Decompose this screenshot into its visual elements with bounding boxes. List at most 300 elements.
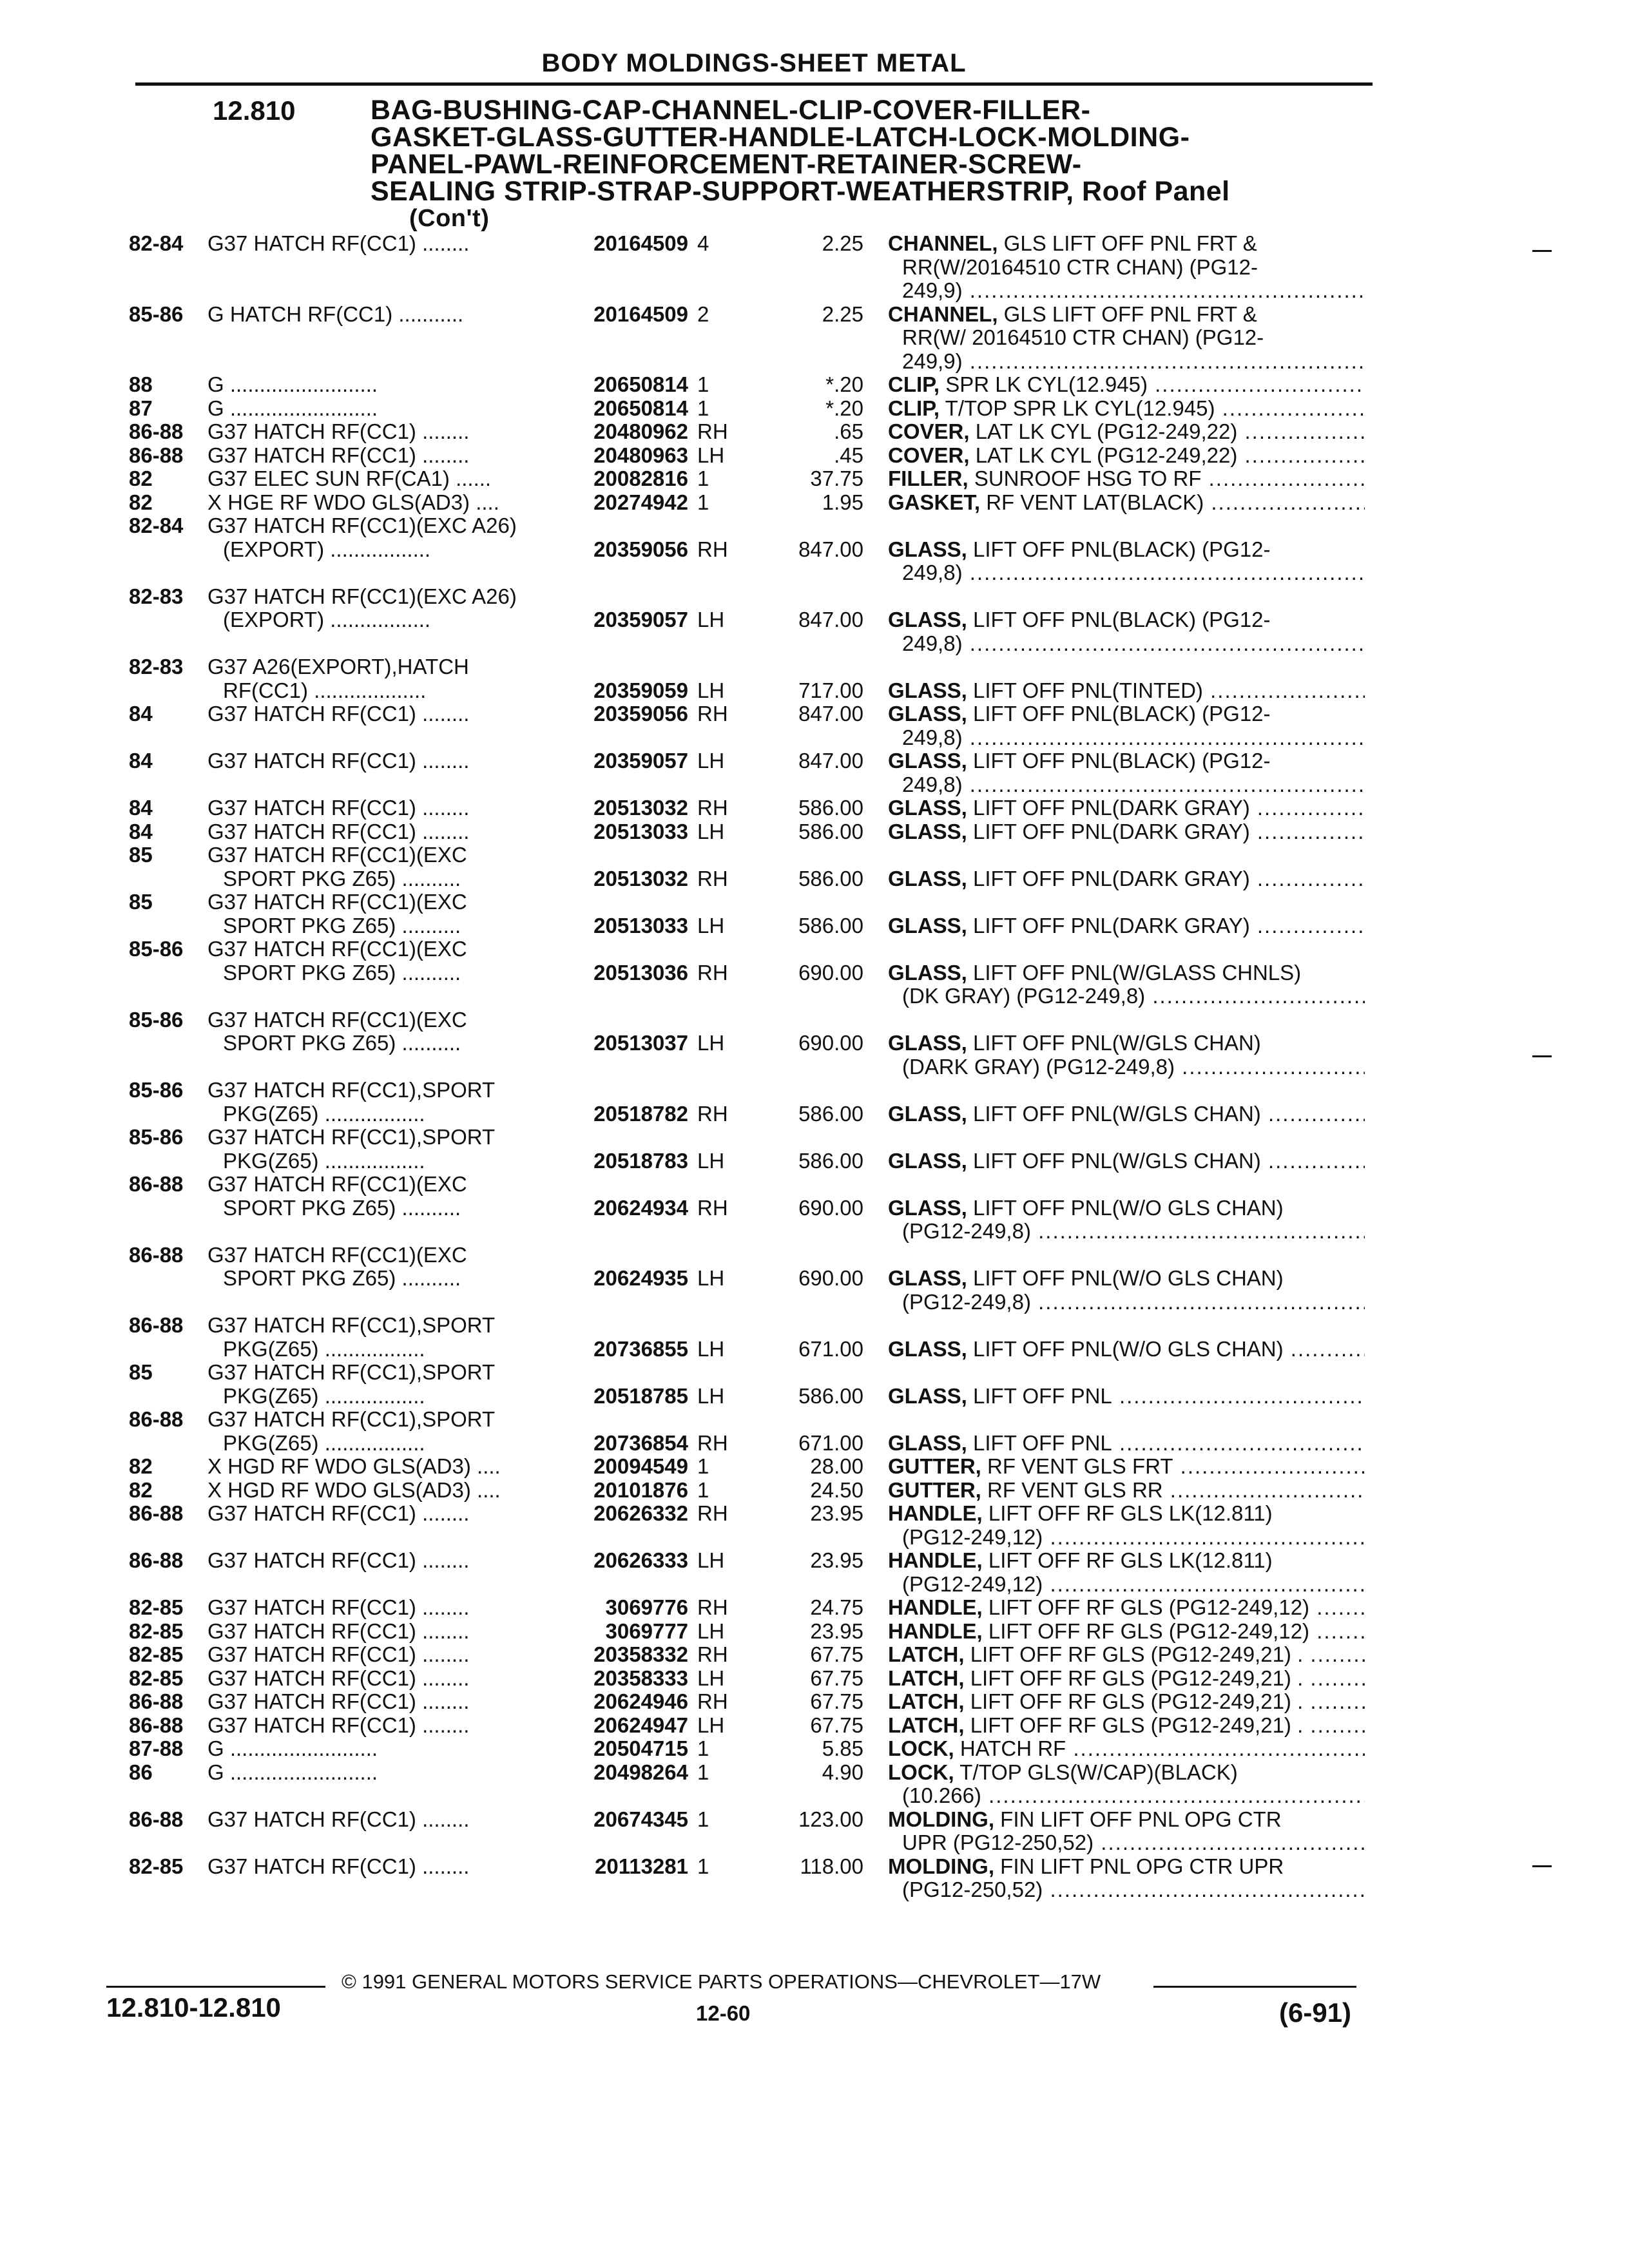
row-usage	[207, 1808, 568, 1832]
row-model-years: 82	[129, 1477, 153, 1502]
description-text: LIFT OFF PNL(W/GLS CHAN) .....	[973, 1149, 1365, 1173]
description-keyword: LATCH,	[888, 1643, 965, 1666]
row-price: 2.25	[822, 302, 863, 326]
row-price: 23.95	[810, 1501, 863, 1525]
row-description	[888, 232, 1365, 303]
description-text: LIFT OFF PNL(TINTED) .....	[973, 679, 1365, 702]
usage-line: PKG(Z65) .................	[223, 1431, 425, 1455]
usage-line: PKG(Z65) .................	[223, 1149, 425, 1173]
row-quantity: LH	[697, 1031, 725, 1055]
margin-dash	[1532, 250, 1552, 252]
row-part-number: 20094549	[593, 1454, 688, 1478]
row-description	[888, 820, 1365, 844]
row-usage	[207, 491, 568, 515]
row-price: 1.95	[822, 490, 863, 514]
description-line	[888, 726, 1365, 750]
row-description	[888, 397, 1365, 421]
row-price: 24.75	[810, 1595, 863, 1619]
row-quantity: 1	[697, 1736, 709, 1760]
description-line	[888, 256, 1365, 280]
description-keyword: GLASS,	[888, 678, 967, 702]
description-line	[888, 303, 1365, 327]
footer-section-range: 12.810-12.810	[106, 1992, 281, 2023]
description-line	[888, 1667, 1365, 1691]
row-quantity: 4	[697, 231, 709, 255]
header-rule	[135, 82, 1373, 86]
description-text: LIFT OFF PNL(DARK GRAY) .....	[973, 796, 1365, 820]
section-number: 12.810	[213, 95, 296, 126]
row-part-number: 20082816	[593, 466, 688, 490]
row-part-number: 20480963	[593, 443, 688, 467]
description-keyword: GLASS,	[888, 1431, 967, 1455]
description-line	[888, 350, 1365, 374]
row-quantity: LH	[697, 1336, 725, 1361]
row-model-years: 86-88	[129, 419, 184, 443]
usage-line: G37 HATCH RF(CC1),SPORT	[207, 1408, 496, 1431]
description-line	[888, 914, 1365, 938]
row-description	[888, 1737, 1365, 1761]
description-line	[888, 796, 1365, 820]
usage-line: G37 HATCH RF(CC1) ........	[207, 1854, 470, 1878]
description-line	[888, 1643, 1365, 1667]
row-model-years: 85	[129, 843, 153, 867]
row-price: 690.00	[798, 960, 863, 985]
description-keyword: GLASS,	[888, 820, 967, 843]
row-description	[888, 1502, 1365, 1549]
row-model-years: 82-85	[129, 1619, 184, 1643]
row-part-number: 20513036	[593, 960, 688, 985]
description-text: LIFT OFF PNL .....	[973, 1432, 1365, 1455]
usage-line: G37 HATCH RF(CC1),SPORT	[207, 1079, 496, 1102]
row-quantity: RH	[697, 866, 728, 890]
description-keyword: MOLDING,	[888, 1854, 994, 1878]
row-price: 671.00	[798, 1430, 863, 1455]
row-part-number: 20164509	[593, 231, 688, 255]
description-text: HATCH RF .....	[960, 1737, 1365, 1760]
description-text: LIFT OFF RF GLS (PG12-249,21) . .....	[970, 1643, 1365, 1666]
row-part-number: 3069777	[605, 1619, 688, 1643]
usage-line: G37 HATCH RF(CC1) ........	[207, 1713, 470, 1737]
usage-line: SPORT PKG Z65) ..........	[223, 1196, 461, 1220]
row-description	[888, 1102, 1365, 1126]
row-part-number: 20358333	[593, 1666, 688, 1690]
row-part-number: 20359057	[593, 749, 688, 773]
description-text: (DK GRAY) (PG12-249,8) .....	[902, 985, 1365, 1008]
description-keyword: GLASS,	[888, 1196, 967, 1220]
row-description	[888, 1549, 1365, 1596]
description-text: RF VENT LAT(BLACK) .....	[986, 491, 1365, 514]
margin-dash	[1532, 1865, 1552, 1867]
row-price: .45	[834, 443, 863, 467]
row-part-number: 20518782	[593, 1101, 688, 1126]
description-line	[888, 1549, 1365, 1573]
usage-line: G HATCH RF(CC1) ...........	[207, 302, 464, 326]
usage-line: G37 HATCH RF(CC1) ........	[207, 1619, 470, 1643]
row-quantity: LH	[697, 749, 725, 773]
usage-line: PKG(Z65) .................	[223, 1102, 425, 1126]
description-keyword: GLASS,	[888, 702, 967, 726]
description-keyword: LOCK,	[888, 1760, 954, 1784]
row-usage	[207, 467, 568, 491]
description-keyword: CHANNEL,	[888, 302, 998, 326]
row-part-number: 20674345	[593, 1807, 688, 1831]
row-description	[888, 1643, 1365, 1667]
footer-rule	[1153, 1986, 1356, 1988]
section-desc-line: PANEL-PAWL-REINFORCEMENT-RETAINER-SCREW-	[371, 149, 1082, 180]
row-quantity: 1	[697, 1760, 709, 1784]
row-price: 690.00	[798, 1195, 863, 1220]
row-description	[888, 1149, 1365, 1173]
usage-line: G37 HATCH RF(CC1) ........	[207, 1596, 470, 1619]
description-line	[888, 1032, 1365, 1055]
description-keyword: LATCH,	[888, 1713, 965, 1737]
usage-line: G .........................	[207, 396, 378, 420]
row-price: 847.00	[798, 537, 863, 561]
description-line	[888, 1502, 1365, 1526]
row-quantity: LH	[697, 1548, 725, 1572]
row-price: 586.00	[798, 1383, 863, 1408]
row-usage	[207, 373, 568, 397]
row-model-years: 82-83	[129, 655, 184, 678]
row-part-number: 20513033	[593, 819, 688, 843]
row-model-years: 86-88	[129, 1713, 184, 1737]
row-quantity: 1	[697, 1807, 709, 1831]
row-price: 586.00	[798, 796, 863, 820]
description-text: 249,9) .....	[902, 279, 1365, 302]
row-part-number: 20504715	[593, 1736, 688, 1760]
row-usage	[207, 397, 568, 421]
row-part-number: 20650814	[593, 372, 688, 396]
row-quantity: 1	[697, 396, 709, 420]
usage-line: G37 ELEC SUN RF(CA1) ......	[207, 467, 492, 490]
row-price: *.20	[825, 396, 863, 420]
page-header-title: BODY MOLDINGS-SHEET METAL	[541, 49, 967, 77]
row-description	[888, 1479, 1365, 1503]
row-price: 24.50	[810, 1477, 863, 1502]
description-keyword: GLASS,	[888, 1032, 967, 1055]
row-price: 28.00	[810, 1454, 863, 1478]
description-text: (PG12-249,12) .....	[902, 1526, 1365, 1549]
row-model-years: 86	[129, 1760, 153, 1784]
row-description	[888, 867, 1365, 891]
row-usage	[207, 796, 568, 820]
row-quantity: LH	[697, 608, 725, 631]
description-line	[888, 679, 1365, 703]
usage-line: G37 HATCH RF(CC1),SPORT	[207, 1361, 496, 1384]
row-part-number: 20736854	[593, 1430, 688, 1455]
row-model-years: 85	[129, 890, 153, 914]
usage-line: X HGD RF WDO GLS(AD3) ....	[207, 1478, 501, 1502]
usage-line: G37 HATCH RF(CC1)(EXC	[207, 1173, 467, 1196]
row-quantity: RH	[697, 702, 728, 726]
description-text: (DARK GRAY) (PG12-249,8) .....	[902, 1055, 1365, 1079]
description-keyword: CLIP,	[888, 373, 940, 396]
usage-line: SPORT PKG Z65) ..........	[223, 961, 461, 985]
usage-line: G37 HATCH RF(CC1) ........	[207, 1643, 470, 1666]
row-description	[888, 303, 1365, 374]
description-keyword: GUTTER,	[888, 1478, 981, 1502]
description-text: LIFT OFF RF GLS (PG12-249,21) . .....	[970, 1714, 1365, 1737]
row-description	[888, 491, 1365, 515]
row-description	[888, 1385, 1365, 1408]
description-line	[888, 820, 1365, 844]
description-text: LIFT OFF PNL(DARK GRAY) .....	[973, 820, 1365, 843]
usage-line: G .........................	[207, 373, 378, 396]
description-text: LIFT OFF PNL .....	[973, 1385, 1365, 1408]
description-line	[888, 1526, 1365, 1550]
row-model-years: 86-88	[129, 1172, 184, 1196]
row-model-years: 82-85	[129, 1595, 184, 1619]
description-keyword: HANDLE,	[888, 1619, 983, 1643]
description-line	[888, 279, 1365, 303]
row-part-number: 20274942	[593, 490, 688, 514]
row-usage	[207, 1502, 568, 1526]
description-text: 249,8) .....	[902, 773, 1365, 796]
usage-line: G37 HATCH RF(CC1) ........	[207, 1666, 470, 1690]
row-part-number: 20624947	[593, 1713, 688, 1737]
row-usage	[207, 1126, 568, 1173]
row-usage	[207, 1008, 568, 1055]
row-quantity: LH	[697, 1713, 725, 1737]
usage-line: G37 HATCH RF(CC1) ........	[207, 796, 470, 820]
row-model-years: 85-86	[129, 1078, 184, 1102]
row-model-years: 86-88	[129, 1313, 184, 1337]
usage-line: X HGE RF WDO GLS(AD3) ....	[207, 490, 499, 514]
description-line	[888, 1714, 1365, 1738]
margin-dash	[1532, 1055, 1552, 1057]
usage-line: (EXPORT) .................	[223, 608, 431, 631]
description-line	[888, 1149, 1365, 1173]
row-quantity: RH	[697, 960, 728, 985]
description-line	[888, 1761, 1365, 1785]
row-price: 586.00	[798, 1101, 863, 1126]
description-keyword: GLASS,	[888, 1102, 967, 1126]
usage-line: G37 HATCH RF(CC1) ........	[207, 232, 470, 255]
footer-page-number: 12-60	[696, 2001, 751, 2025]
description-text: SUNROOF HSG TO RF .....	[974, 467, 1365, 490]
row-usage	[207, 937, 568, 985]
row-price: 671.00	[798, 1336, 863, 1361]
description-line	[888, 1784, 1365, 1808]
row-price: 5.85	[822, 1736, 863, 1760]
description-text: FIN LIFT PNL OPG CTR UPR	[1000, 1854, 1284, 1878]
row-price: 23.95	[810, 1548, 863, 1572]
description-line	[888, 1432, 1365, 1456]
row-model-years: 84	[129, 749, 153, 773]
description-line	[888, 632, 1365, 656]
description-line	[888, 491, 1365, 515]
row-price: 690.00	[798, 1266, 863, 1290]
row-usage	[207, 1620, 568, 1644]
row-model-years: 85-86	[129, 937, 184, 961]
row-quantity: LH	[697, 1148, 725, 1173]
description-text: SPR LK CYL(12.945) .....	[945, 373, 1365, 396]
description-line	[888, 561, 1365, 585]
description-line	[888, 1690, 1365, 1714]
row-part-number: 20626333	[593, 1548, 688, 1572]
description-text: 249,8) .....	[902, 561, 1365, 584]
description-text: LIFT OFF RF GLS (PG12-249,12) .....	[988, 1620, 1365, 1643]
description-text: LIFT OFF PNL(BLACK) (PG12-	[973, 749, 1271, 773]
row-usage	[207, 1714, 568, 1738]
row-model-years: 84	[129, 702, 153, 726]
description-text: LIFT OFF PNL(BLACK) (PG12-	[973, 537, 1271, 561]
usage-line: PKG(Z65) .................	[223, 1384, 425, 1408]
row-quantity: RH	[697, 1195, 728, 1220]
description-line	[888, 1479, 1365, 1503]
row-part-number: 20624935	[593, 1266, 688, 1290]
row-usage	[207, 1361, 568, 1408]
description-line	[888, 373, 1365, 397]
row-price: 23.95	[810, 1619, 863, 1643]
row-quantity: LH	[697, 1266, 725, 1290]
row-part-number: 20113281	[594, 1854, 688, 1878]
row-part-number: 20164509	[593, 302, 688, 326]
usage-line: G37 HATCH RF(CC1)(EXC	[207, 937, 467, 961]
description-text: LIFT OFF PNL(W/O GLS CHAN)	[973, 1267, 1284, 1290]
row-usage	[207, 1455, 568, 1479]
description-line	[888, 702, 1365, 726]
row-usage	[207, 1244, 568, 1291]
description-line	[888, 1620, 1365, 1644]
description-keyword: FILLER,	[888, 467, 969, 490]
description-keyword: GLASS,	[888, 1337, 967, 1361]
row-usage	[207, 444, 568, 468]
description-line	[888, 326, 1365, 350]
description-keyword: CLIP,	[888, 396, 940, 420]
row-model-years: 82-84	[129, 231, 184, 255]
row-usage	[207, 1761, 568, 1785]
usage-line: G37 HATCH RF(CC1) ........	[207, 1549, 470, 1572]
section-continued: (Con't)	[409, 205, 490, 232]
description-keyword: GASKET,	[888, 490, 981, 514]
description-text: 249,8) .....	[902, 726, 1365, 749]
row-model-years: 82-85	[129, 1666, 184, 1690]
footer-date-code: (6-91)	[1279, 1997, 1352, 2028]
description-text: LIFT OFF PNL(W/O GLS CHAN)	[973, 1196, 1284, 1220]
description-text: LIFT OFF RF GLS LK(12.811)	[988, 1549, 1273, 1572]
description-text: 249,8) .....	[902, 632, 1365, 655]
description-keyword: GLASS,	[888, 914, 967, 937]
usage-line: G37 HATCH RF(CC1) ........	[207, 749, 470, 773]
description-line	[888, 467, 1365, 491]
usage-line: G .........................	[207, 1737, 378, 1760]
description-text: (PG12-250,52) .....	[902, 1878, 1365, 1901]
description-keyword: CHANNEL,	[888, 232, 998, 255]
description-line	[888, 1196, 1365, 1220]
row-description	[888, 444, 1365, 468]
row-quantity: LH	[697, 443, 725, 467]
row-usage	[207, 585, 568, 632]
row-part-number: 20101876	[593, 1477, 688, 1502]
row-part-number: 20359056	[593, 537, 688, 561]
row-part-number: 20513032	[593, 796, 688, 820]
usage-line: G37 HATCH RF(CC1) ........	[207, 1807, 470, 1831]
row-usage	[207, 514, 568, 561]
row-usage	[207, 843, 568, 890]
row-usage	[207, 702, 568, 726]
row-usage	[207, 303, 568, 327]
description-line	[888, 773, 1365, 797]
row-price: 847.00	[798, 702, 863, 726]
description-line	[888, 1055, 1365, 1079]
row-description	[888, 420, 1365, 444]
description-keyword: GLASS,	[888, 1149, 967, 1173]
row-description	[888, 538, 1365, 585]
row-quantity: RH	[697, 1689, 728, 1713]
row-model-years: 87	[129, 396, 153, 420]
row-usage	[207, 1596, 568, 1620]
row-part-number: 20626332	[593, 1501, 688, 1525]
description-line	[888, 1596, 1365, 1620]
description-text: LAT LK CYL (PG12-249,22) .....	[976, 420, 1365, 443]
row-model-years: 82-84	[129, 514, 184, 537]
description-line	[888, 538, 1365, 562]
usage-line: G37 HATCH RF(CC1) ........	[207, 820, 470, 843]
description-keyword: HANDLE,	[888, 1549, 983, 1572]
description-text: LIFT OFF PNL(W/GLS CHAN)	[973, 1032, 1261, 1055]
description-line	[888, 1831, 1365, 1855]
row-description	[888, 467, 1365, 491]
row-model-years: 82	[129, 1454, 153, 1478]
row-model-years: 86-88	[129, 1407, 184, 1431]
usage-line: G37 HATCH RF(CC1)(EXC A26)	[207, 584, 517, 608]
usage-line: G37 HATCH RF(CC1) ........	[207, 443, 470, 467]
row-quantity: RH	[697, 1430, 728, 1455]
row-usage	[207, 1667, 568, 1691]
usage-line: G37 HATCH RF(CC1) ........	[207, 702, 470, 726]
description-keyword: GLASS,	[888, 537, 967, 561]
description-text: T/TOP GLS(W/CAP)(BLACK)	[959, 1760, 1238, 1784]
section-desc-line: SEALING STRIP-STRAP-SUPPORT-WEATHERSTRIP, Roof Panel	[371, 176, 1230, 207]
row-part-number: 20513032	[593, 866, 688, 890]
row-quantity: RH	[697, 419, 728, 443]
description-line	[888, 608, 1365, 632]
row-price: 690.00	[798, 1031, 863, 1055]
row-description	[888, 1667, 1365, 1691]
row-usage	[207, 1479, 568, 1503]
row-price: 586.00	[798, 913, 863, 937]
row-description	[888, 1432, 1365, 1456]
row-quantity: RH	[697, 1501, 728, 1525]
row-usage	[207, 232, 568, 256]
row-description	[888, 1338, 1365, 1361]
row-quantity: 1	[697, 1454, 709, 1478]
description-text: LIFT OFF RF GLS LK(12.811)	[988, 1502, 1273, 1525]
row-usage	[207, 1173, 568, 1220]
row-price: 586.00	[798, 819, 863, 843]
row-usage	[207, 1549, 568, 1573]
row-description	[888, 796, 1365, 820]
description-keyword: LATCH,	[888, 1690, 965, 1713]
usage-line: SPORT PKG Z65) ..........	[223, 1032, 461, 1055]
row-quantity: RH	[697, 796, 728, 820]
row-quantity: RH	[697, 1595, 728, 1619]
description-line	[888, 1808, 1365, 1832]
description-text: RF VENT GLS FRT .....	[987, 1455, 1365, 1478]
section-desc-line: GASKET-GLASS-GUTTER-HANDLE-LATCH-LOCK-MOLDING-	[371, 122, 1190, 153]
description-line	[888, 397, 1365, 421]
row-usage	[207, 749, 568, 773]
description-keyword: HANDLE,	[888, 1502, 983, 1525]
usage-line: G37 HATCH RF(CC1)(EXC A26)	[207, 514, 517, 537]
description-keyword: HANDLE,	[888, 1596, 983, 1619]
description-line	[888, 1455, 1365, 1479]
usage-line: SPORT PKG Z65) ..........	[223, 1267, 461, 1290]
description-text: (PG12-249,8) .....	[902, 1291, 1365, 1314]
row-quantity: LH	[697, 678, 725, 702]
description-text: GLS LIFT OFF PNL FRT &	[1003, 302, 1257, 326]
